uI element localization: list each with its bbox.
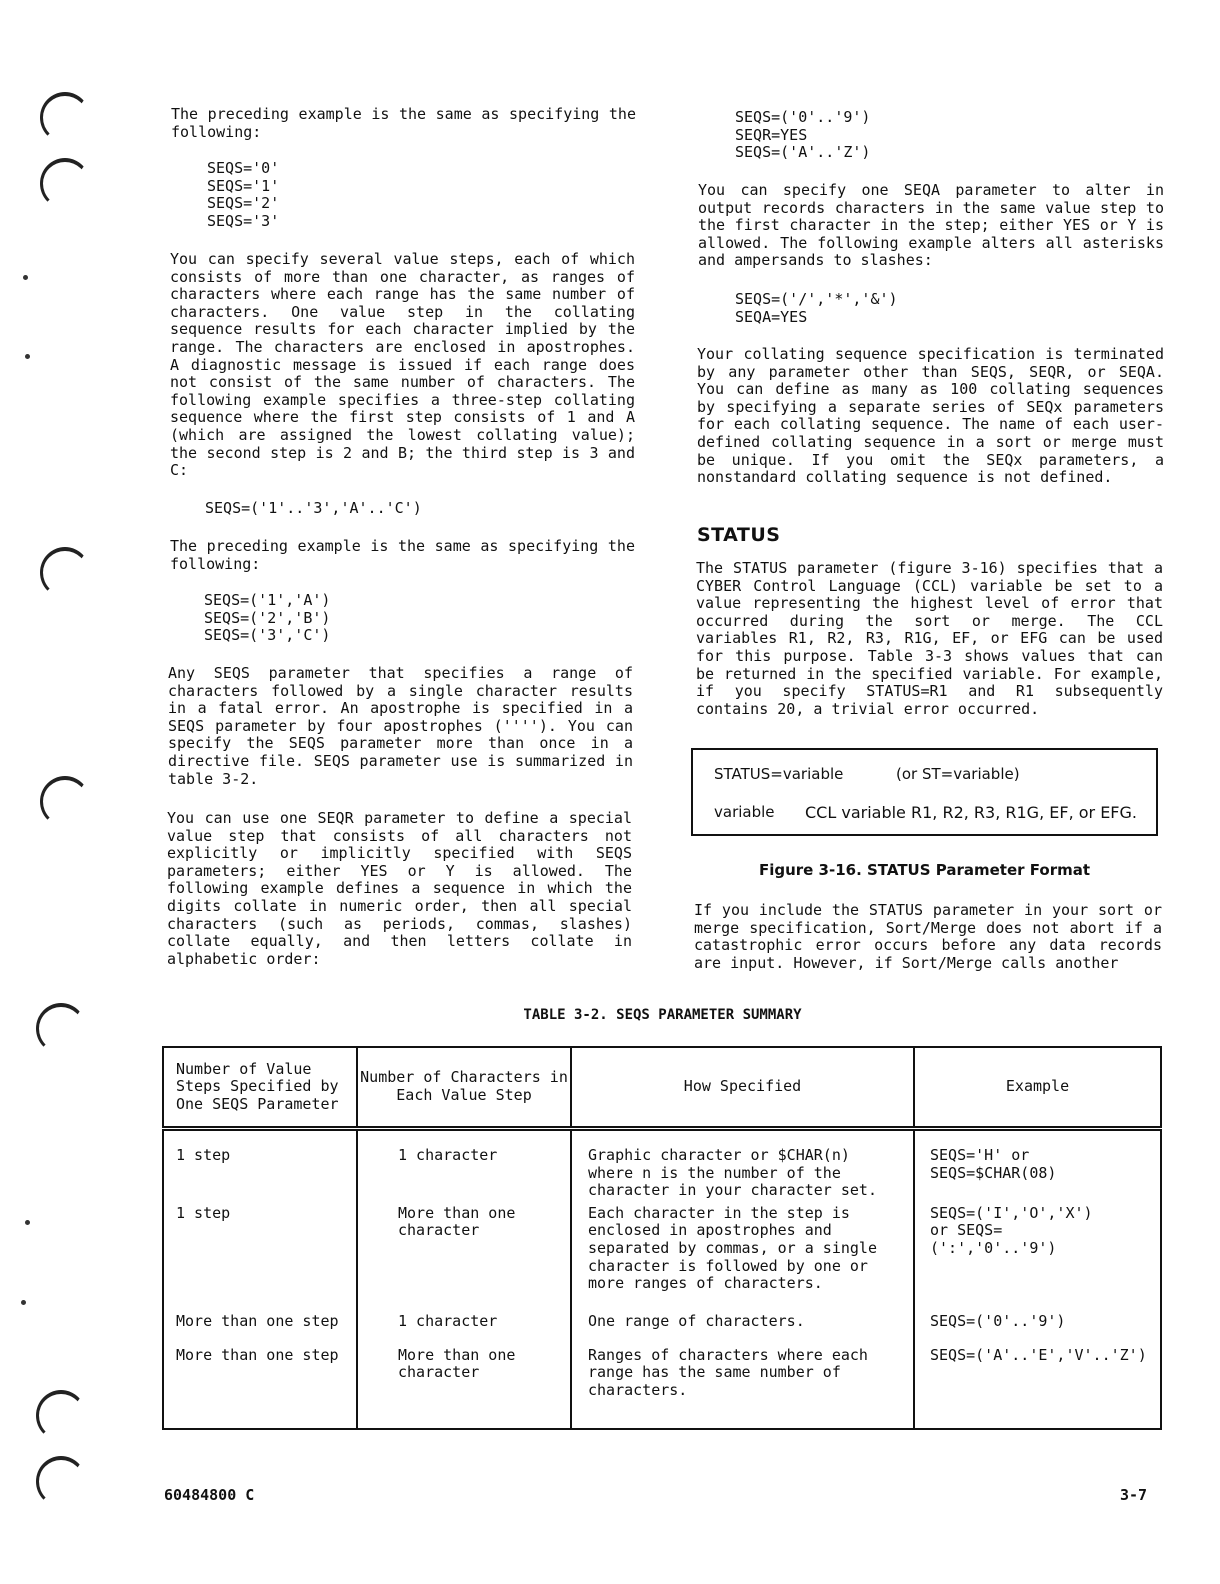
table-row <box>163 1343 1161 1429</box>
cell-how: Ranges of characters where each range has the same number of characters. <box>571 1343 914 1429</box>
table-row <box>163 1309 1161 1343</box>
code-line: SEQS='2' <box>207 194 280 213</box>
section-heading: STATUS <box>697 524 781 546</box>
code-line: SEQS=('2','B') <box>204 608 331 627</box>
paragraph: The preceding example is the same as specifying the following: <box>170 537 635 573</box>
document-number: 60484800 C <box>164 1486 255 1504</box>
cell-example: SEQS=('0'..'9') <box>914 1309 1161 1343</box>
binder-hole <box>36 1456 86 1507</box>
cell-chars: More than one character <box>357 1201 571 1309</box>
paragraph: You can use one SEQR parameter to define a special value step that consists of all characters not explicitly or implicitly specified with SEQS parameters; either YES or Y is allowed. The following example defines a sequence in which the digits collate in numeric order, then all special characters (such as periods, commas, slashes) collate equally, and then letters collate in alphabetic order: <box>167 809 632 968</box>
binder-hole <box>40 92 90 143</box>
binder-hole <box>40 158 90 209</box>
cell-steps: More than one step <box>163 1309 357 1343</box>
code-block <box>735 291 898 326</box>
code-line: SEQS='0' <box>207 159 280 177</box>
scan-speck <box>21 1300 26 1305</box>
paragraph: The STATUS parameter (figure 3-16) specifies that a CYBER Control Language (CCL) variable be set to a value representing the highest level of error that occurred during the sort or merge. The CCL variables R1, R2, R3, R1G, EF, or EFG can be used for this purpose. Table 3-3 shows values that can be returned in the specified variable. For example, if you specify STATUS=R1 and R1 subsequently contains 20, a trivial error occurred. <box>696 559 1163 718</box>
code-block <box>207 160 279 230</box>
binder-hole <box>40 547 90 598</box>
code-line: SEQS='3' <box>207 211 280 230</box>
status-format-figure <box>691 748 1158 836</box>
scan-speck <box>25 1220 30 1225</box>
table-row <box>163 1129 1161 1201</box>
paragraph: Your collating sequence specification is terminated by any parameter other than SEQS, SEQR, or SEQA. You can define as many as 100 collating sequences by specifying a separate series of SEQx parameters for each collating sequence. The name of each user-defined collating sequence in a sort or merge must be unique. If you omit the SEQx parameters, a nonstandard collating sequence is not defined. <box>697 345 1164 487</box>
cell-steps: More than one step <box>163 1343 357 1429</box>
code-line: SEQR=YES <box>735 125 808 144</box>
code-line: SEQS=('0'..'9') <box>735 108 871 126</box>
figure-alt: (or ST=variable) <box>896 765 1020 783</box>
scan-speck <box>25 354 30 359</box>
figure-term: variable <box>714 803 775 821</box>
figure-format: STATUS=variable <box>714 765 844 783</box>
scan-speck <box>23 275 28 280</box>
code-line: SEQS=('A'..'Z') <box>735 143 871 162</box>
code-line: SEQS=('/','*','&') <box>735 290 898 308</box>
paragraph: Any SEQS parameter that specifies a range of characters followed by a single character results in a fatal error. An apostrophe is specified in a SEQS parameter by four apostrophes (''''). You can specify the SEQS parameter more than once in a directive file. SEQS parameter use is summarized in table 3-2. <box>168 664 633 788</box>
seqs-summary-table <box>162 1046 1162 1430</box>
cell-how: Each character in the step is enclosed in apostrophes and separated by commas, or a single character is followed by one or more ranges of characters. <box>571 1201 914 1309</box>
cell-chars: More than one character <box>357 1343 571 1429</box>
column-header: How Specified <box>571 1047 914 1129</box>
cell-chars: 1 character <box>357 1129 571 1201</box>
cell-example: SEQS=('A'..'E','V'..'Z') <box>914 1343 1161 1429</box>
cell-example: SEQS='H' or SEQS=$CHAR(08) <box>914 1129 1161 1201</box>
paragraph: You can specify several value steps, each of which consists of more than one character, as ranges of characters where each range has the same number of characters. One value step in the collating sequence results for each character implied by the range. The characters are enclosed in apostrophes. A diagnostic message is issued if each range does not consist of the same number of characters. The following example specifies a three-step collating sequence where the first step consists of 1 and A (which are assigned the lowest collating value); the second step is 2 and B; the third step is 3 and C: <box>170 250 635 480</box>
paragraph: You can specify one SEQA parameter to alter in output records characters in the same value step to the first character in the step; either YES or Y is allowed. The following example alters all asterisks and ampersands to slashes: <box>698 181 1164 270</box>
code-block <box>735 109 870 162</box>
page-number: 3-7 <box>1120 1486 1148 1504</box>
cell-example: SEQS=('I','O','X') or SEQS=(':','0'..'9') <box>914 1201 1161 1309</box>
figure-caption: Figure 3-16. STATUS Parameter Format <box>758 861 1091 879</box>
code-block <box>205 500 422 518</box>
cell-steps: 1 step <box>163 1129 357 1201</box>
paragraph: If you include the STATUS parameter in your sort or merge specification, Sort/Merge does not abort if a catastrophic error occurs before any data records are input. However, if Sort/Merge calls another <box>694 901 1162 972</box>
column-header: Number of Characters in Each Value Step <box>357 1047 571 1129</box>
cell-chars: 1 character <box>357 1309 571 1343</box>
figure-desc: CCL variable R1, R2, R3, R1G, EF, or EFG. <box>805 803 1137 822</box>
cell-how: Graphic character or $CHAR(n) where n is the number of the character in your character set. <box>571 1129 914 1201</box>
column-header: Number of Value Steps Specified by One SEQS Parameter <box>163 1047 357 1129</box>
code-line: SEQA=YES <box>735 307 808 326</box>
code-line: SEQS=('3','C') <box>204 626 331 645</box>
code-block <box>204 592 330 645</box>
code-line: SEQS=('1'..'3','A'..'C') <box>205 499 422 517</box>
paragraph: The preceding example is the same as specifying the following: <box>171 105 636 141</box>
code-line: SEQS='1' <box>207 176 280 195</box>
table-header-row <box>163 1047 1161 1129</box>
binder-hole <box>40 776 90 827</box>
cell-how: One range of characters. <box>571 1309 914 1343</box>
code-line: SEQS=('1','A') <box>204 591 331 609</box>
cell-steps: 1 step <box>163 1201 357 1309</box>
binder-hole <box>36 1390 86 1441</box>
table-title: TABLE 3-2. SEQS PARAMETER SUMMARY <box>523 1007 802 1023</box>
column-header: Example <box>914 1047 1161 1129</box>
table-row <box>163 1201 1161 1309</box>
